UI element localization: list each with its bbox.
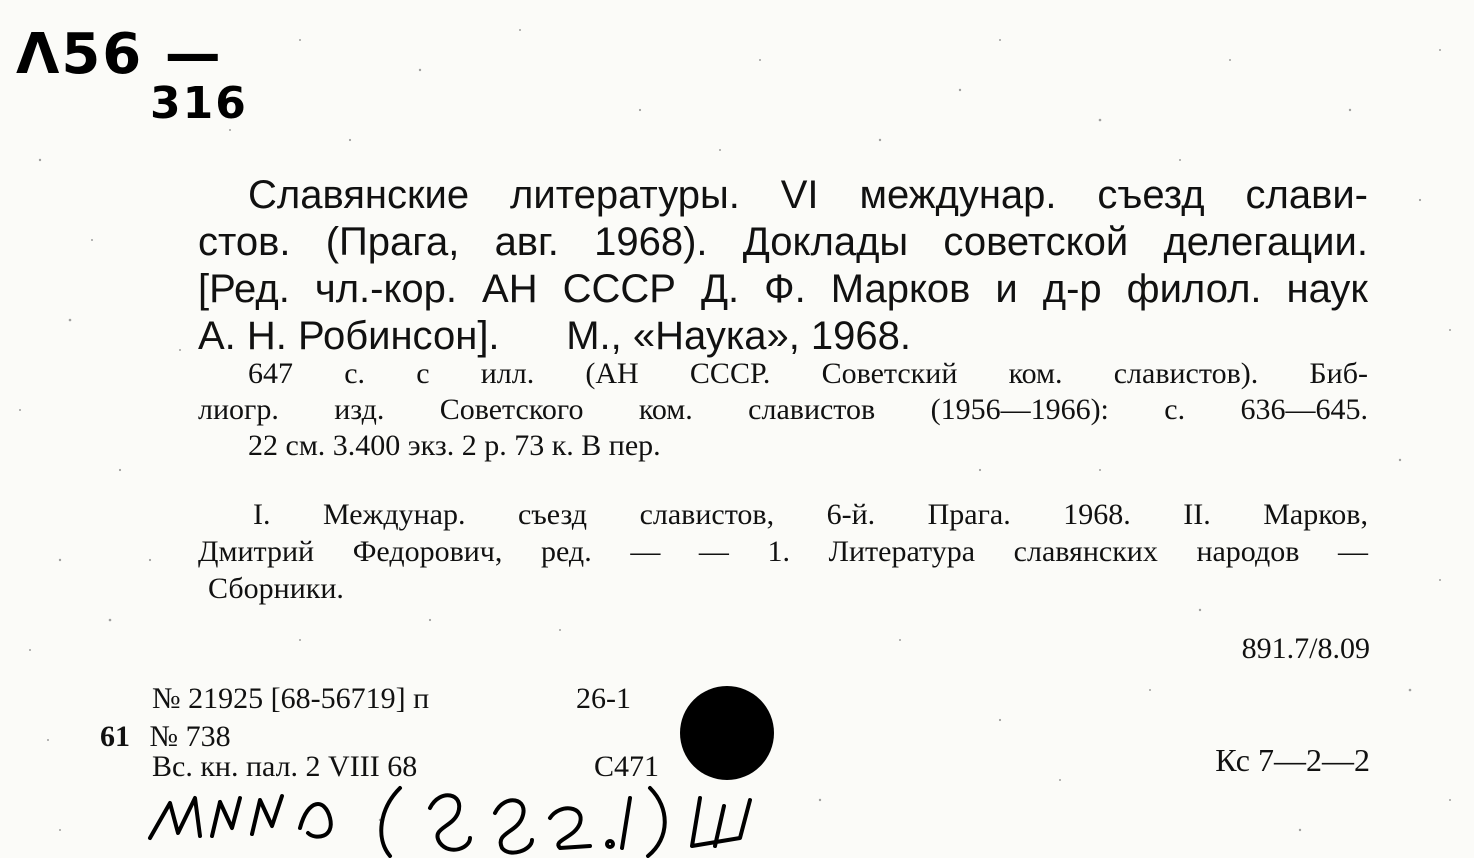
desc-word: (1956—1966): xyxy=(930,393,1109,426)
title-word: междунар. xyxy=(859,173,1057,217)
udc-classification: 891.7/8.09 xyxy=(1241,632,1370,665)
desc-line xyxy=(198,428,1368,464)
registry-print-code: С471 xyxy=(594,750,660,783)
desc-word: ком. xyxy=(1008,357,1063,390)
title-word: наук xyxy=(1286,267,1368,311)
notes-word: Сборники. xyxy=(208,572,344,605)
title-word: [Ред. xyxy=(198,267,290,311)
desc-word: ком. xyxy=(638,393,693,426)
notes-word: Прага. xyxy=(927,498,1011,531)
desc-word: с xyxy=(416,357,430,390)
notes-line xyxy=(198,533,1368,570)
title-word: делегации. xyxy=(1163,220,1368,264)
notes-word: славистов, xyxy=(639,498,775,531)
notes-word: Марков, xyxy=(1263,498,1368,531)
title-line xyxy=(198,172,1368,219)
notes-word: 6-й. xyxy=(826,498,876,531)
title-word: (Прага, xyxy=(325,220,460,264)
desc-word: Советский xyxy=(821,357,958,390)
registry-card-count: 61 xyxy=(100,720,130,753)
notes-word: II. xyxy=(1183,498,1211,531)
notes-word: съезд xyxy=(517,498,588,531)
notes-word: ред. xyxy=(541,535,592,568)
title-word: Ф. xyxy=(764,267,806,311)
desc-word: лиогр. xyxy=(198,393,279,426)
title-imprint: М., «Наука», 1968. xyxy=(499,314,912,358)
title-word: Доклады xyxy=(742,220,909,264)
desc-size-price: 22 см. 3.400 экз. 2 р. 73 к. В пер. xyxy=(248,429,661,462)
title-line xyxy=(198,219,1368,266)
title-entry xyxy=(198,172,1368,360)
title-word: советской xyxy=(943,220,1129,264)
desc-word: (АН xyxy=(585,357,639,390)
handwritten-shelf-code: Λ56 — xyxy=(16,22,223,87)
title-word: филол. xyxy=(1126,267,1262,311)
title-word: Д. xyxy=(700,267,740,311)
notes-word: славянских xyxy=(1013,535,1158,568)
notes-word: — xyxy=(630,535,661,568)
title-word: СССР xyxy=(562,267,676,311)
notes-word: Междунар. xyxy=(323,498,466,531)
title-word: 1968). xyxy=(594,220,708,264)
desc-word: славистов). xyxy=(1113,357,1259,390)
subject-tracings xyxy=(198,496,1368,607)
handwritten-call-number xyxy=(140,778,780,858)
desc-word: СССР. xyxy=(689,357,771,390)
title-line xyxy=(198,266,1368,313)
desc-word: Советского xyxy=(439,393,584,426)
title-word: авг. xyxy=(494,220,559,264)
notes-word: Литература xyxy=(828,535,976,568)
desc-word: 636—645. xyxy=(1240,393,1368,426)
title-editors-end: А. Н. Робинсон]. xyxy=(198,314,500,358)
registry-chamber-date: Вс. кн. пал. 2 VIII 68 xyxy=(152,750,418,783)
notes-word: — xyxy=(698,535,729,568)
notes-word: Федорович, xyxy=(352,535,503,568)
ks-code: Кс 7—2—2 xyxy=(1215,742,1370,778)
title-word: АН xyxy=(482,267,538,311)
notes-word: — xyxy=(1337,535,1368,568)
registry-code: 26-1 xyxy=(576,682,631,715)
notes-word: 1. xyxy=(767,535,791,568)
title-word: стов. xyxy=(198,220,291,264)
notes-word: 1968. xyxy=(1063,498,1131,531)
title-word: д-р xyxy=(1042,267,1102,311)
handwritten-shelf-number: 316 xyxy=(150,78,248,129)
registry-number: № 21925 [68-56719] п xyxy=(152,682,430,715)
notes-word: народов xyxy=(1196,535,1300,568)
desc-word: илл. xyxy=(480,357,535,390)
title-word: Славянские xyxy=(248,173,470,217)
notes-line xyxy=(198,496,1368,533)
card-punch-hole xyxy=(680,686,774,780)
title-line xyxy=(198,313,1368,360)
title-word: литературы. xyxy=(510,173,740,217)
title-word: чл.-кор. xyxy=(314,267,458,311)
physical-description xyxy=(198,356,1368,464)
desc-line xyxy=(198,392,1368,428)
desc-line xyxy=(198,356,1368,392)
notes-line xyxy=(198,570,1368,607)
title-word: слави- xyxy=(1245,173,1368,217)
title-word: Марков xyxy=(830,267,971,311)
registry-line-2 xyxy=(100,720,231,754)
desc-word: Биб- xyxy=(1309,357,1368,390)
desc-word: изд. xyxy=(334,393,385,426)
title-word: съезд xyxy=(1097,173,1205,217)
registry-order-number: № 738 xyxy=(149,720,231,753)
desc-word: с. xyxy=(1164,393,1186,426)
title-word: VI xyxy=(780,173,819,217)
registry-line-1 xyxy=(152,682,631,716)
desc-word: 647 xyxy=(248,357,293,390)
desc-word: с. xyxy=(344,357,366,390)
desc-word: славистов xyxy=(748,393,876,426)
notes-word: I. xyxy=(253,498,271,531)
title-word: и xyxy=(995,267,1018,311)
notes-word: Дмитрий xyxy=(198,535,315,568)
